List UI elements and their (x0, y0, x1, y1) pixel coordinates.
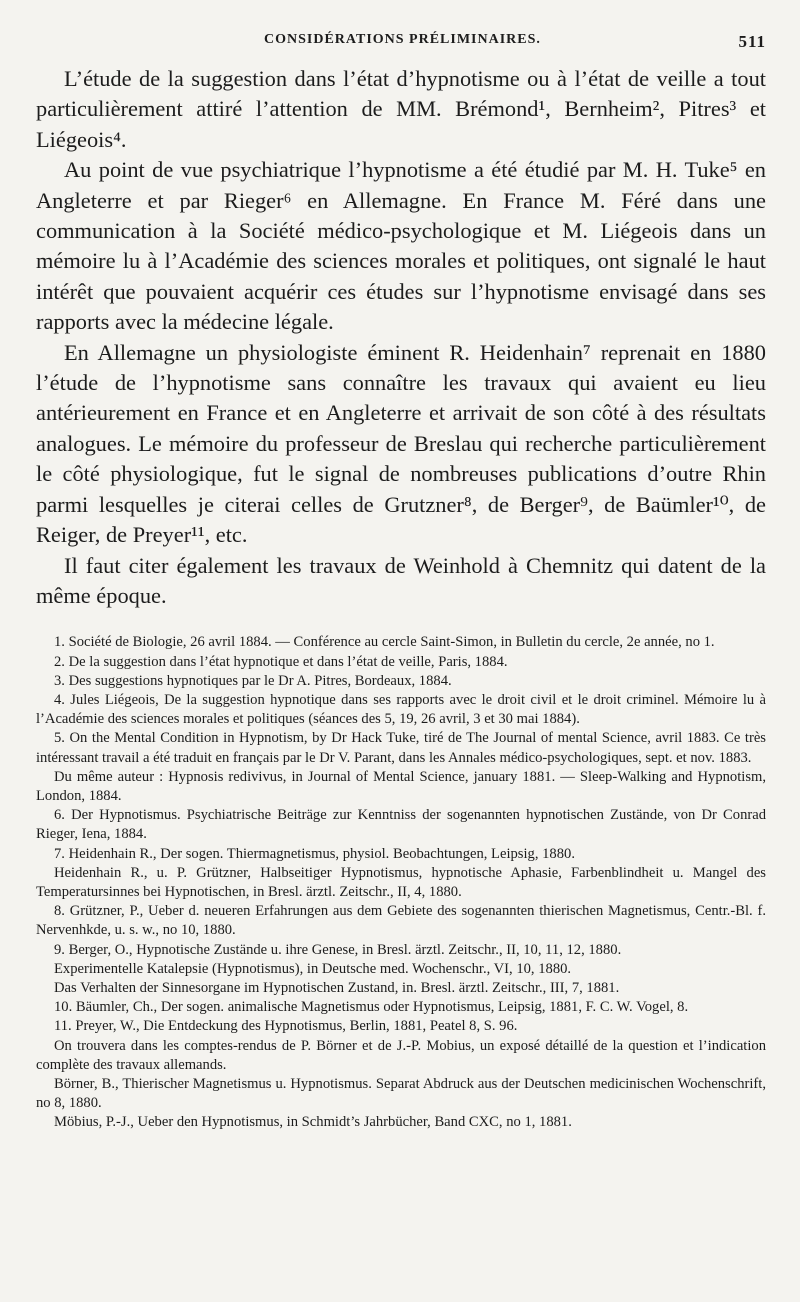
footnote: 9. Berger, O., Hypnotische Zustände u. ihre Genese, in Bresl. ärztl. Zeitschr., II, 10, 11, 12, 1880. (54, 941, 622, 958)
paragraph: Il faut citer également les travaux de Weinhold à Chemnitz qui datent de la même époque. (36, 552, 766, 608)
footnote: 3. Des suggestions hypnotiques par le Dr A. Pitres, Bordeaux, 1884. (54, 672, 452, 689)
body-text (36, 64, 766, 611)
footnote: 8. Grützner, P., Ueber d. neueren Erfahrungen aus dem Gebiete des sogenannten thierischen Magnetismus, Centr.-Bl. f. Nervenhkde, u. s. w., no 10, 1880. (36, 903, 766, 939)
footnote: Experimentelle Katalepsie (Hypnotismus), in Deutsche med. Wochenschr., VI, 10, 1880. (54, 960, 572, 977)
footnote: 2. De la suggestion dans l’état hypnotique et dans l’état de veille, Paris, 1884. (54, 653, 508, 670)
paragraph: En Allemagne un physiologiste éminent R. Heidenhain⁷ reprenait en 1880 l’étude de l’hypnotisme sans connaître les travaux qui avaient eu lieu antérieurement en France et en Angleterre et arrivait de son côté à des résultats analogues. Le mémoire du professeur de Breslau qui recherche particulièrement le côté physiologique, fut le signal de nombreuses publications d’outre Rhin parmi lesquelles je citerai celles de Grutzner⁸, de Berger⁹, de Baümler¹⁰, de Reiger, de Preyer¹¹, etc. (36, 339, 766, 548)
running-head: CONSIDÉRATIONS PRÉLIMINAIRES. (264, 32, 541, 47)
footnote: Börner, B., Thierischer Magnetismus u. Hypnotismus. Separat Abdruck aus der Deutschen medicinischen Wochenschrift, no 8, 1880. (36, 1075, 766, 1112)
footnote: 5. On the Mental Condition in Hypnotism, by Dr Hack Tuke, tiré de The Journal of mental Science, avril 1883. Ce très intéressant travail a été traduit en français par le Dr V. Parant, dans les Annales médico-psychologiques, sept. et nov. 1883. (36, 730, 766, 766)
page-number: 511 (738, 32, 766, 51)
footnote: 11. Preyer, W., Die Entdeckung des Hypnotismus, Berlin, 1881, Peatel 8, S. 96. (54, 1018, 518, 1035)
footnote-separator (36, 611, 766, 625)
footnote: On trouvera dans les comptes-rendus de P. Börner et de J.-P. Mobius, un exposé détaillé de la question et l’indication complète des travaux allemands. (36, 1037, 766, 1073)
footnote: 4. Jules Liégeois, De la suggestion hypnotique dans ses rapports avec le droit civil et le droit criminel. Mémoire lu à l’Académie des sciences morales et politiques (séances des 5, 19, 26 avril, 3 et 30 mai 1884). (36, 691, 766, 728)
footnote: 10. Bäumler, Ch., Der sogen. animalische Magnetismus oder Hypnotismus, Leipsig, 1881, F. C. W. Vogel, 8. (54, 999, 689, 1016)
page-header (36, 26, 766, 54)
footnote: Heidenhain R., u. P. Grützner, Halbseitiger Hypnotismus, hypnotische Aphasie, Farbenblindheit u. Mangel des Temperatursinnes bei Hypnotischen, in Bresl. ärztl. Zeitschr., II, 4, 1880. (36, 864, 766, 900)
footnotes (36, 633, 766, 1132)
paragraph: L’étude de la suggestion dans l’état d’hypnotisme ou à l’état de veille a tout particulièrement attiré l’attention de MM. Brémond¹, Bernheim², Pitres³ et Liégeois⁴. (36, 66, 766, 152)
footnote: Das Verhalten der Sinnesorgane im Hypnotischen Zustand, in. Bresl. ärztl. Zeitschr., III, 7, 1881. (54, 979, 620, 996)
footnote: Möbius, P.-J., Ueber den Hypnotismus, in Schmidt’s Jahrbücher, Band CXC, no 1, 1881. (54, 1114, 572, 1131)
footnote: 1. Société de Biologie, 26 avril 1884. — Conférence au cercle Saint-Simon, in Bulletin du cercle, 2e année, no 1. (54, 634, 715, 651)
paragraph: Au point de vue psychiatrique l’hypnotisme a été étudié par M. H. Tuke⁵ en Angleterre et par Rieger⁶ en Allemagne. En France M. Féré dans une communication à la Société médico-psychologique et M. Liégeois dans un mémoire lu à l’Académie des sciences morales et politiques, ont signalé le haut intérêt que pouvaient acquérir ces études sur l’hypnotisme envisagé dans ses rapports avec la médecine légale. (36, 157, 766, 335)
footnote: 7. Heidenhain R., Der sogen. Thiermagnetismus, physiol. Beobachtungen, Leipsig, 1880. (54, 845, 575, 862)
footnote: Du même auteur : Hypnosis redivivus, in Journal of Mental Science, january 1881. — Sleep-Walking and Hypnotism, London, 1884. (36, 768, 766, 804)
footnote: 6. Der Hypnotismus. Psychiatrische Beiträge zur Kenntniss der sogenannten hypnotischen Zustände, von Dr Conrad Rieger, Iena, 1884. (36, 807, 766, 843)
